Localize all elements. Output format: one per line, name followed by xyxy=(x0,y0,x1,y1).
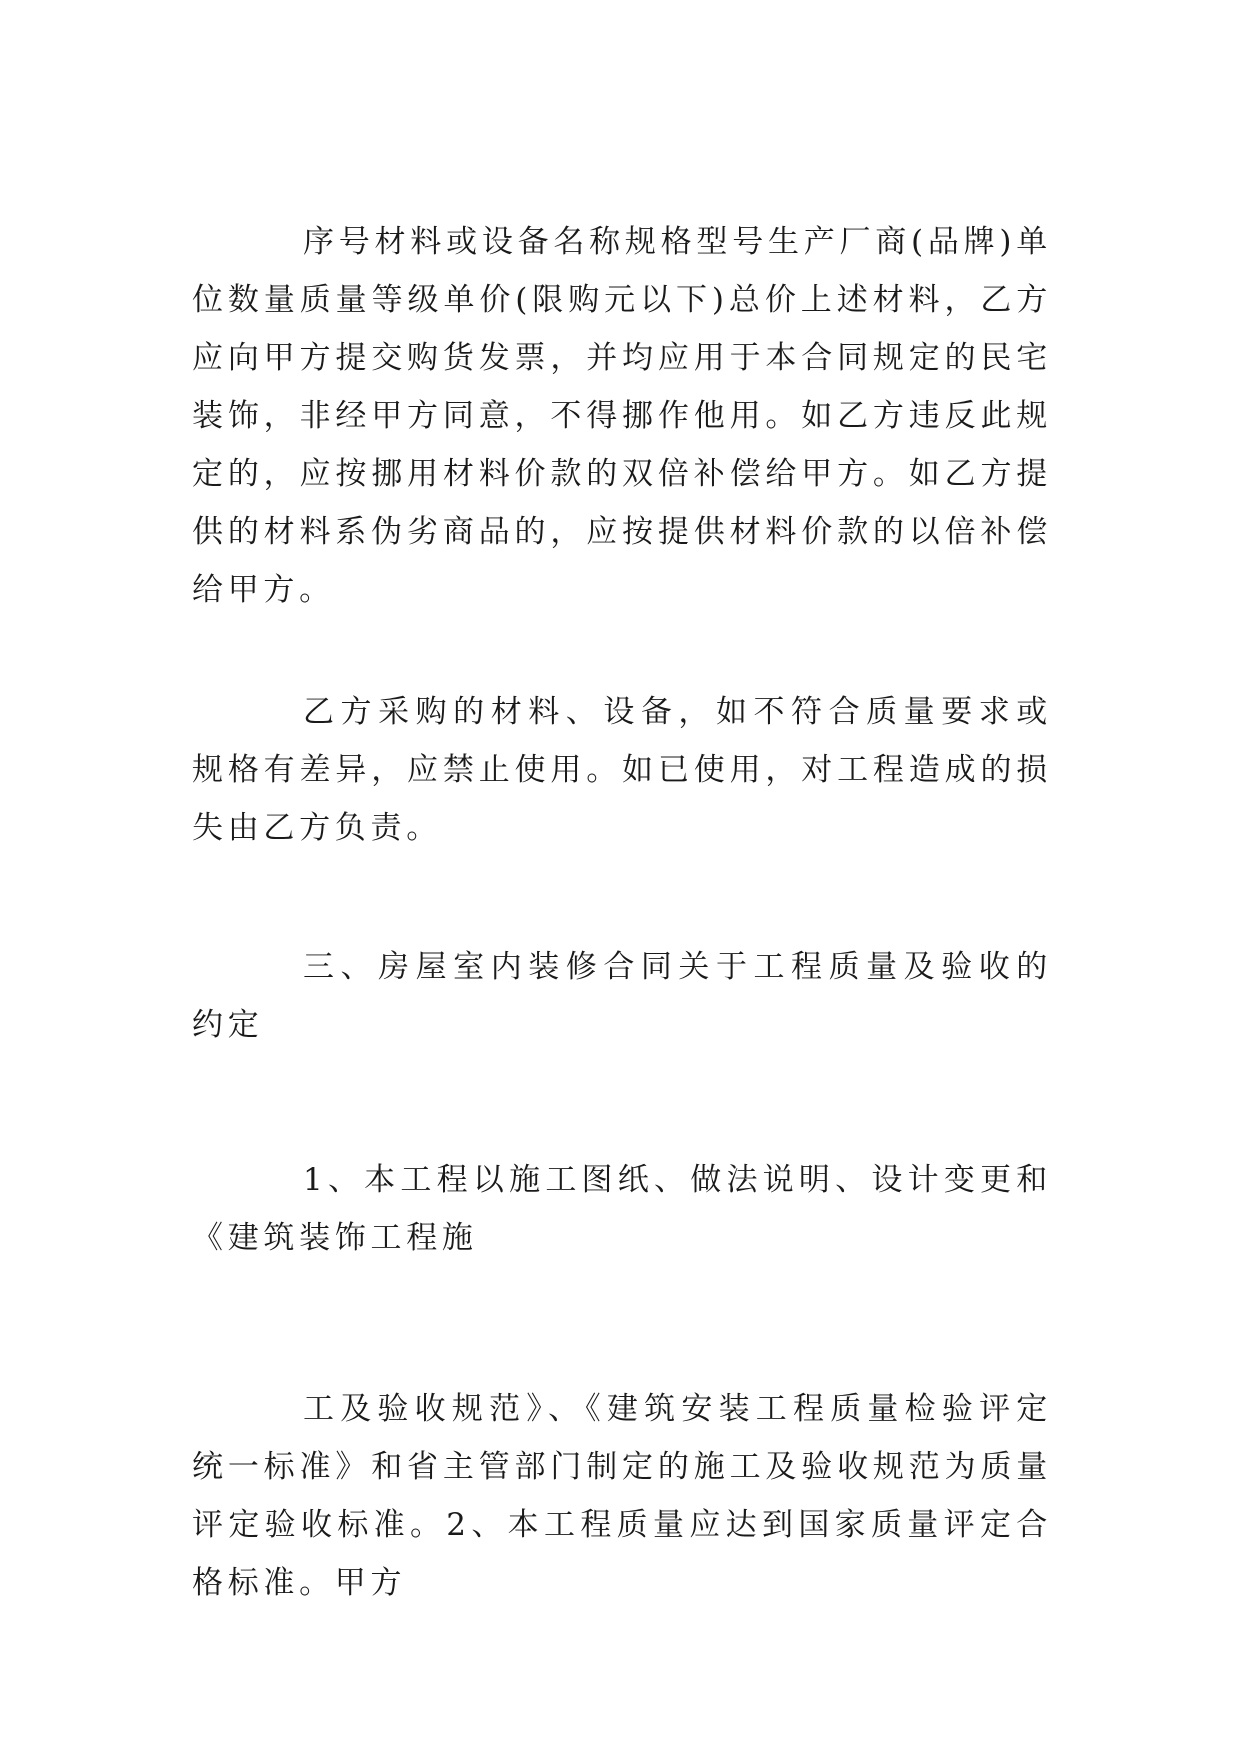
paragraph-materials-clause: 序号材料或设备名称规格型号生产厂商(品牌)单位数量质量等级单价(限购元以下)总价上述材料，乙方应向甲方提交购货发票，并均应用于本合同规定的民宅装饰，非经甲方同意，不得挪作他用。如乙方违反此规定的，应按挪用材料价款的双倍补偿给甲方。如乙方提供的材料系伪劣商品的，应按提供材料价款的以倍补偿给甲方。 xyxy=(192,224,1052,608)
paragraph-acceptance-standards: 工及验收规范》、《建筑安装工程质量检验评定统一标准》和省主管部门制定的施工及验收规范为质量评定验收标准。2、本工程质量应达到国家质量评定合格标准。甲方 xyxy=(192,1391,1052,1601)
paragraph-defective-materials: 乙方采购的材料、设备，如不符合质量要求或规格有差异，应禁止使用。如已使用，对工程造成的损失由乙方负责。 xyxy=(192,694,1052,846)
section-heading-quality-acceptance: 三、房屋室内装修合同关于工程质量及验收的约定 xyxy=(192,949,1052,1043)
paragraph-acceptance-basis: 1、本工程以施工图纸、做法说明、设计变更和《建筑装饰工程施 xyxy=(192,1162,1052,1256)
